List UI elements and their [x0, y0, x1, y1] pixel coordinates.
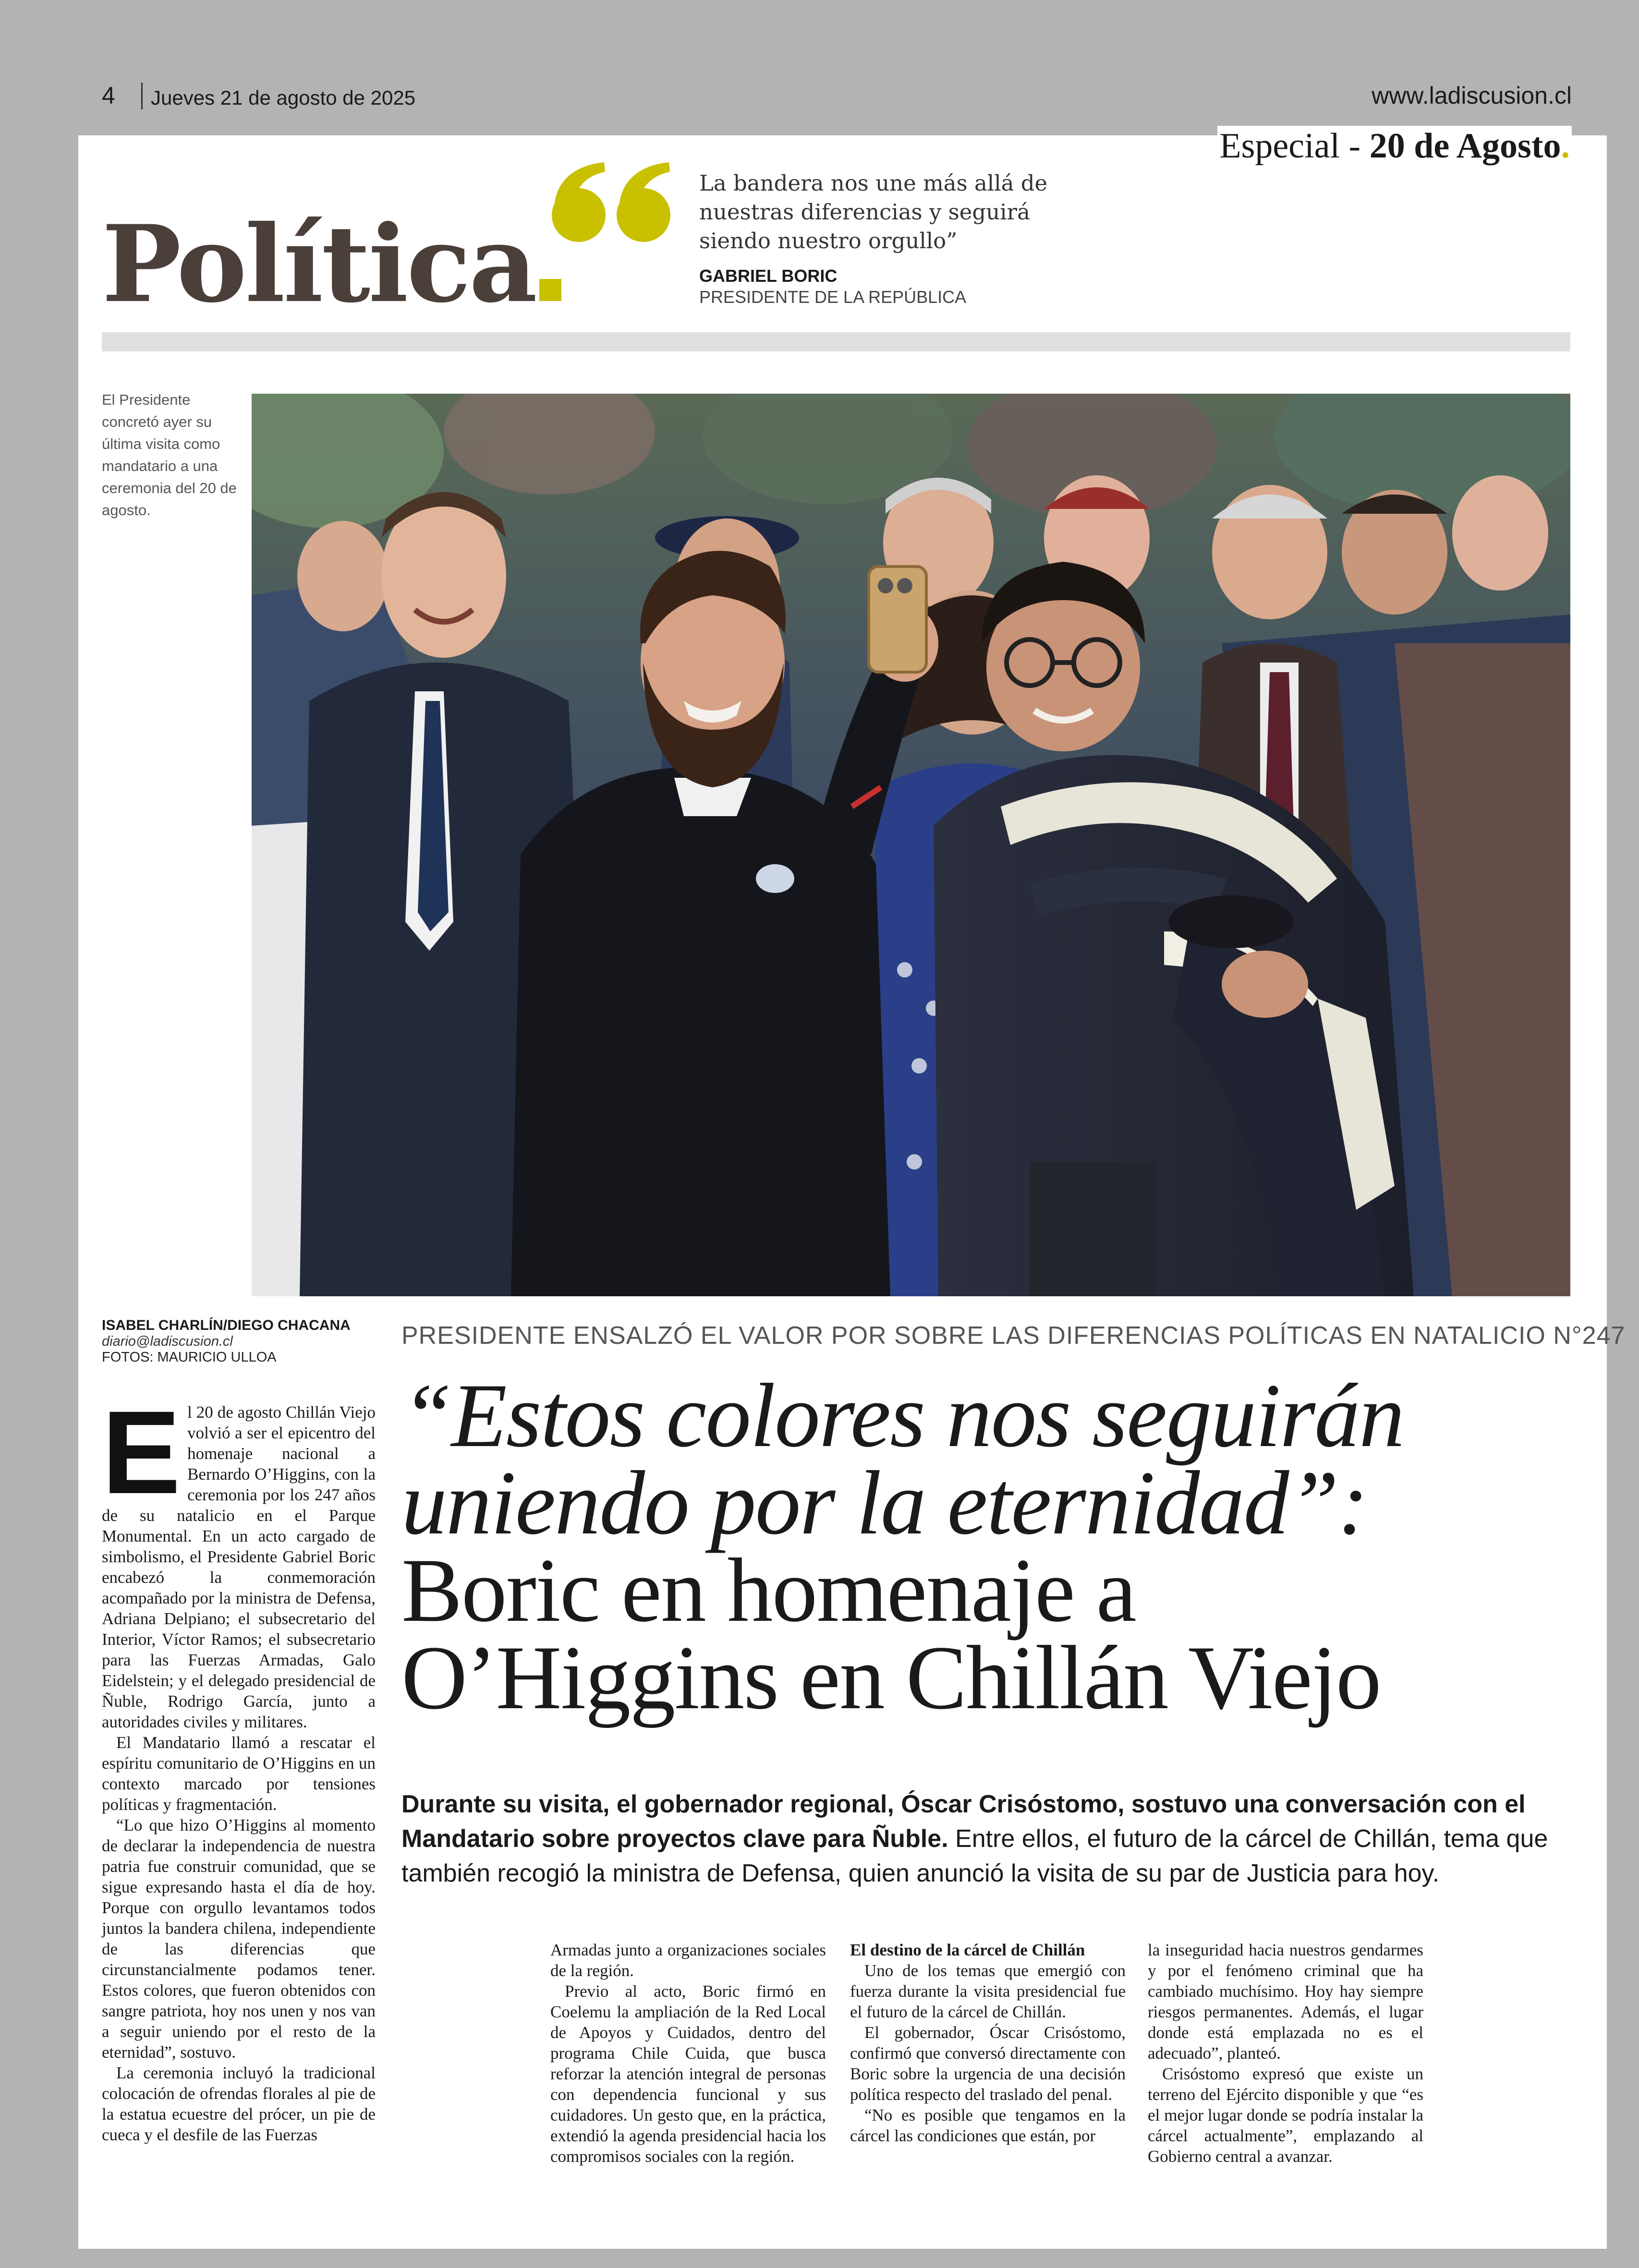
paragraph: Uno de los temas que emergió con fuerza durante la visita presidencial fue el futuro de la cárcel de Chillán.: [850, 1961, 1126, 2021]
drop-cap: E: [102, 1387, 181, 1519]
pull-quote-author: GABRIEL BORIC: [699, 266, 838, 286]
paragraph: El gobernador, Óscar Crisóstomo, confirmó que conversó directamente con Boric sobre la urgencia de una decisión política respecto del traslado del penal.: [850, 2023, 1126, 2104]
paragraph: El Mandatario llamó a rescatar el espíritu comunitario de O’Higgins en un contexto marcado por tensiones políticas y fragmentación.: [102, 1733, 376, 1814]
paragraph: La ceremonia incluyó la tradicional colocación de ofrendas florales al pie de la estatua ecuestre del prócer, un pie de cueca y el desfile de las Fuerzas: [102, 2063, 376, 2144]
byline-email[interactable]: diario@ladiscusion.cl: [102, 1334, 233, 1349]
article-kicker: PRESIDENTE ENSALZÓ EL VALOR POR SOBRE LAS DIFERENCIAS POLÍTICAS EN NATALICIO N°247: [401, 1322, 1626, 1350]
headline-line-1: “Estos colores nos seguirán: [401, 1365, 1404, 1466]
byline: [102, 1317, 371, 1365]
body-column-4: [1148, 1940, 1423, 2167]
headline-line-4: O’Higgins en Chillán Viejo: [401, 1628, 1381, 1728]
article-lead: [401, 1787, 1573, 1891]
section-title-dot: [539, 279, 561, 301]
byline-authors: ISABEL CHARLÍN/DIEGO CHACANA: [102, 1317, 351, 1333]
paragraph: Previo al acto, Boric firmó en Coelemu la ampliación de la Red Local de Apoyos y Cuidados, dentro del programa Chile Cuida, que busca reforzar la atención integral de personas con dependencia funcional y sus cuidadores. Un gesto que, en la práctica, extendió la agenda presidencial hacia los compromisos sociales con la región.: [550, 1982, 826, 2166]
header-divider: [141, 83, 143, 109]
pull-quote-role: PRESIDENTE DE LA REPÚBLICA: [699, 287, 967, 307]
headline-line-2: uniendo por la eternidad”:: [401, 1453, 1368, 1554]
byline-photos: FOTOS: MAURICIO ULLOA: [102, 1350, 277, 1365]
quote-mark-icon: [547, 158, 677, 245]
body-column-3: [850, 1940, 1126, 2146]
lead-rest: Entre ellos, el futuro de la cárcel de Chillán, tema que también recogió la ministra de Defensa, quien anunció la visita de su par de Justicia para hoy.: [401, 1825, 1548, 1887]
special-edition-label: [1217, 126, 1572, 167]
pull-quote-text: La bandera nos une más allá de nuestras diferencias y seguirá siendo nuestro orgullo”: [699, 170, 1048, 253]
selfie-ceremony-illustration: [252, 394, 1570, 1296]
photo-caption: El Presidente concretó ayer su última visita como mandatario a una ceremonia del 20 de agosto.: [102, 391, 237, 519]
page-number: 4: [102, 82, 115, 109]
special-date: 20 de Agosto: [1369, 126, 1561, 166]
paragraph: la inseguridad hacia nuestros gendarmes y por el fenómeno criminal que ha cambiado muchísimo. Hoy hay siempre riesgos permanentes. Además, el lugar donde está emplazada no es el adecuado”, planteó.: [1148, 1941, 1423, 2063]
page-date: Jueves 21 de agosto de 2025: [151, 86, 416, 109]
special-dot: .: [1561, 126, 1570, 166]
lead-bold: Durante su visita, el gobernador regional, Óscar Crisóstomo, sostuvo una conversación con el Mandatario sobre proyectos clave para Ñuble.: [401, 1790, 1526, 1853]
site-url[interactable]: www.ladiscusion.cl: [1372, 82, 1572, 109]
paragraph: Armadas junto a organizaciones sociales de la región.: [550, 1941, 826, 1980]
special-prefix: Especial -: [1219, 126, 1370, 166]
section-title: [102, 202, 561, 326]
headline-line-3: Boric en homenaje a: [401, 1540, 1136, 1641]
body-column-1: [102, 1387, 376, 2145]
subhead: El destino de la cárcel de Chillán: [850, 1941, 1085, 1959]
main-photo: [252, 394, 1570, 1296]
body-column-2: [550, 1940, 826, 2167]
article-headline: [401, 1365, 1573, 1728]
section-rule: [102, 332, 1570, 351]
paragraph: Crisóstomo expresó que existe un terreno del Ejército disponible y que “es el mejor lugar donde se podría instalar la cárcel actualmente”, emplazando al Gobierno central a avanzar.: [1148, 2064, 1423, 2166]
paragraph: “Lo que hizo O’Higgins al momento de declarar la independencia de nuestra patria fue construir comunidad, que se sigue expresando hasta el día de hoy. Porque con orgullo levantamos todos juntos la bandera chilena, independiente de las diferencias que circunstancialmente podamos tener. Estos colores, que fueron obtenidos con sangre patriota, hoy nos unen y nos van a seguir uniendo por el resto de la eternidad”, sostuvo.: [102, 1816, 376, 2062]
section-title-text: Política: [102, 202, 536, 326]
paragraph: “No es posible que tengamos en la cárcel las condiciones que están, por: [850, 2106, 1126, 2145]
paragraph: l 20 de agosto Chillán Viejo volvió a ser el epicentro del homenaje nacional a Bernardo O’Higgins, con la ceremonia por los 247 años de su natalicio en el Parque Monumental. En un acto cargado de simbolismo, el Presidente Gabriel Boric encabezó la conmemoración acompañado por la ministra de Defensa, Adriana Delpiano; el subsecretario del Interior, Víctor Ramos; el subsecretario para las Fuerzas Armadas, Galo Eidelstein; y el delegado presidencial de Ñuble, Rodrigo García, junto a autoridades civiles y militares.: [102, 1403, 376, 1731]
